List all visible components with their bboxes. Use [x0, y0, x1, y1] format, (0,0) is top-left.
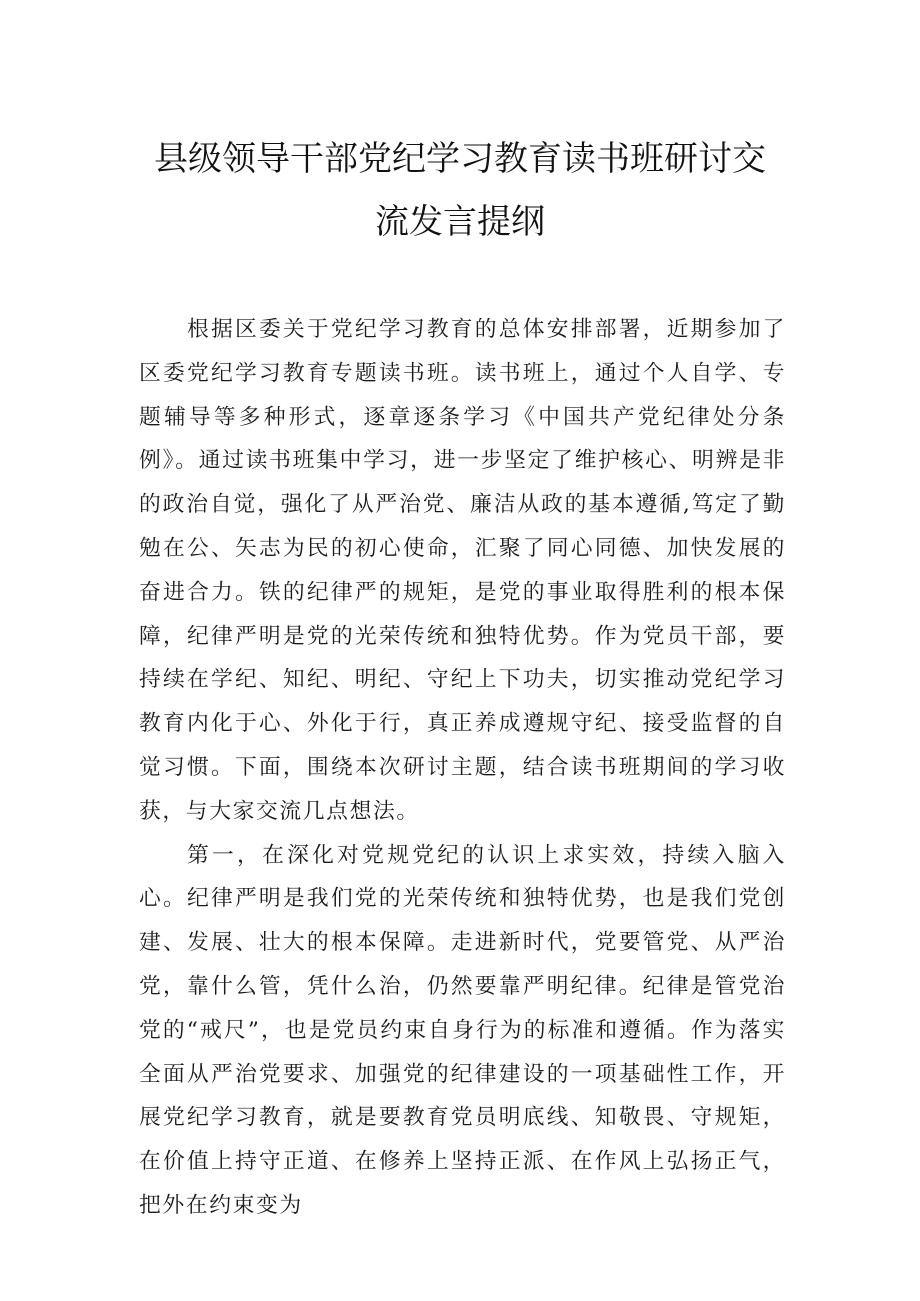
title-line-2: 流发言提纲	[375, 202, 545, 242]
document-body	[139, 308, 786, 1228]
document-title	[120, 128, 800, 254]
paragraph-intro: 根据区委关于党纪学习教育的总体安排部署，近期参加了区委党纪学习教育专题读书班。读书班上，通过个人自学、专题辅导等多种形式，逐章逐条学习《中国共产党纪律处分条例》。通过读书班集中学习，进一步坚定了维护核心、明辨是非的政治自觉，强化了从严治党、廉洁从政的基本遵循,笃定了勤勉在公、矢志为民的初心使命，汇聚了同心同德、加快发展的奋进合力。铁的纪律严的规矩，是党的事业取得胜利的根本保障，纪律严明是党的光荣传统和独特优势。作为党员干部，要持续在学纪、知纪、明纪、守纪上下功夫，切实推动党纪学习教育内化于心、外化于行，真正养成遵规守纪、接受监督的自觉习惯。下面，围绕本次研讨主题，结合读书班期间的学习收获，与大家交流几点想法。	[139, 317, 786, 824]
paragraph-first-point: 第一，在深化对党规党纪的认识上求实效，持续入脑入心。纪律严明是我们党的光荣传统和独特优势，也是我们党创建、发展、壮大的根本保障。走进新时代，党要管党、从严治党，靠什么管，凭什么治，仍然要靠严明纪律。纪律是管党治党的“戒尺”，也是党员约束自身行为的标准和遵循。作为落实全面从严治党要求、加强党的纪律建设的一项基础性工作，开展党纪学习教育，就是要教育党员明底线、知敬畏、守规矩，在价值上持守正道、在修养上坚持正派、在作风上弘扬正气，把外在约束变为	[139, 842, 786, 1218]
title-line-1: 县级领导干部党纪学习教育读书班研讨交	[154, 139, 766, 179]
